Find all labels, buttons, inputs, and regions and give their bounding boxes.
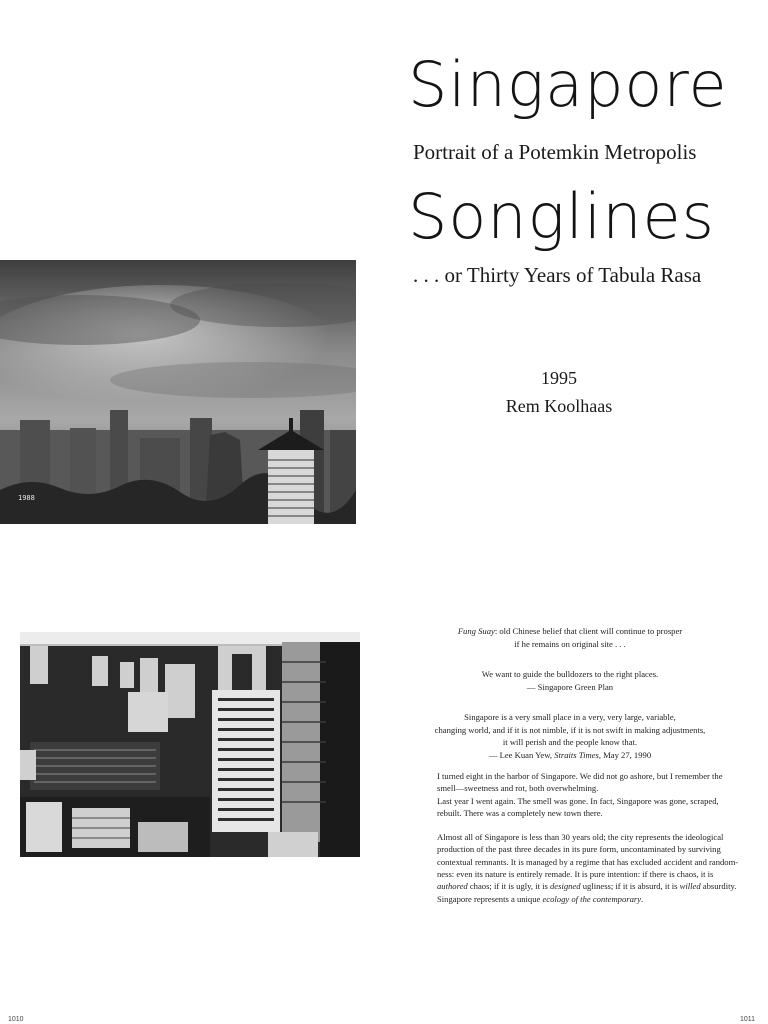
epigraph-column (420, 625, 720, 779)
body-fragment: ugliness; if it is absurd, it is (580, 881, 680, 892)
epigraph-line: We want to guide the bulldozers to the right places. (481, 669, 659, 679)
photo-hazy-skyline (0, 260, 356, 524)
attribution-source: Straits Times (554, 749, 599, 760)
body-fragment: absurdity. (700, 881, 737, 892)
skyline-illustration (0, 260, 356, 524)
emphasis-designed: designed (550, 881, 581, 892)
author-name: Rem Koolhaas (505, 396, 613, 416)
body-text-column (437, 770, 757, 917)
housing-illustration (20, 632, 360, 857)
body-line (437, 893, 757, 905)
emphasis-willed: willed (679, 881, 701, 892)
body-line: smell—sweetness and rot, both overwhelming. (437, 783, 599, 794)
epigraph-feng-shui (420, 625, 720, 650)
body-line: Almost all of Singapore is less than 30 years old; the city represents the ideological (437, 832, 724, 843)
body-line: ness: even its nature is entirely remade. It is pure intention: if there is chaos, it is (437, 869, 714, 880)
body-line: contextual remnants. It is managed by a regime that has excluded accident and random- (437, 856, 739, 867)
page-number-left: 1010 (8, 1016, 24, 1023)
body-paragraph-1 (437, 770, 757, 819)
photo-housing-blocks (20, 632, 360, 857)
body-fragment: Singapore represents a unique (437, 893, 543, 904)
body-line (437, 880, 757, 892)
epigraph-line: changing world, and if it is not nimble, if it is not swift in making adjustments, (434, 724, 706, 735)
subtitle-potemkin: Portrait of a Potemkin Metropolis (413, 140, 697, 164)
feng-shui-text: : old Chinese belief that client will continue to prosper (494, 626, 683, 636)
epigraph-attribution: — Singapore Green Plan (526, 681, 614, 692)
body-line: Last year I went again. The smell was gone. In fact, Singapore was gone, scraped, (437, 795, 719, 806)
body-line: I turned eight in the harbor of Singapore. We did not go ashore, but I remember the (437, 771, 723, 781)
epigraph-line (420, 625, 720, 638)
body-paragraph-2 (437, 831, 757, 905)
epigraph-line: it will perish and the people know that. (502, 737, 638, 747)
title-singapore: Singapore (408, 48, 728, 121)
body-line: rebuilt. There was a completely new town there. (437, 807, 603, 818)
epigraph-attribution (420, 749, 720, 762)
body-fragment: chaos; if it is ugly, it is (467, 881, 550, 892)
epigraph-line: if he remains on original site . . . (514, 638, 626, 649)
epigraph-green-plan (420, 668, 720, 693)
body-fragment: . (641, 893, 644, 904)
emphasis-authored: authored (437, 881, 468, 892)
feng-shui-term: Fung Suay (457, 626, 495, 636)
attribution-date: , May 27, 1990 (598, 749, 652, 760)
epigraph-lee-kuan-yew (420, 711, 720, 761)
body-line: production of the past three decades in its pure form, uncontaminated by surviving (437, 844, 721, 855)
title-songlines: Songlines (408, 180, 715, 253)
page-number-right: 1011 (740, 1016, 756, 1023)
attribution-prefix: — Lee Kuan Yew, (488, 749, 555, 760)
epigraph-line: Singapore is a very small place in a very, very large, variable, (464, 712, 676, 722)
photo-date-label: 1988 (18, 494, 35, 502)
subtitle-tabula-rasa: . . . or Thirty Years of Tabula Rasa (413, 263, 702, 287)
emphasis-ecology: ecology of the contemporary (542, 893, 642, 904)
publication-year: 1995 (541, 368, 577, 388)
